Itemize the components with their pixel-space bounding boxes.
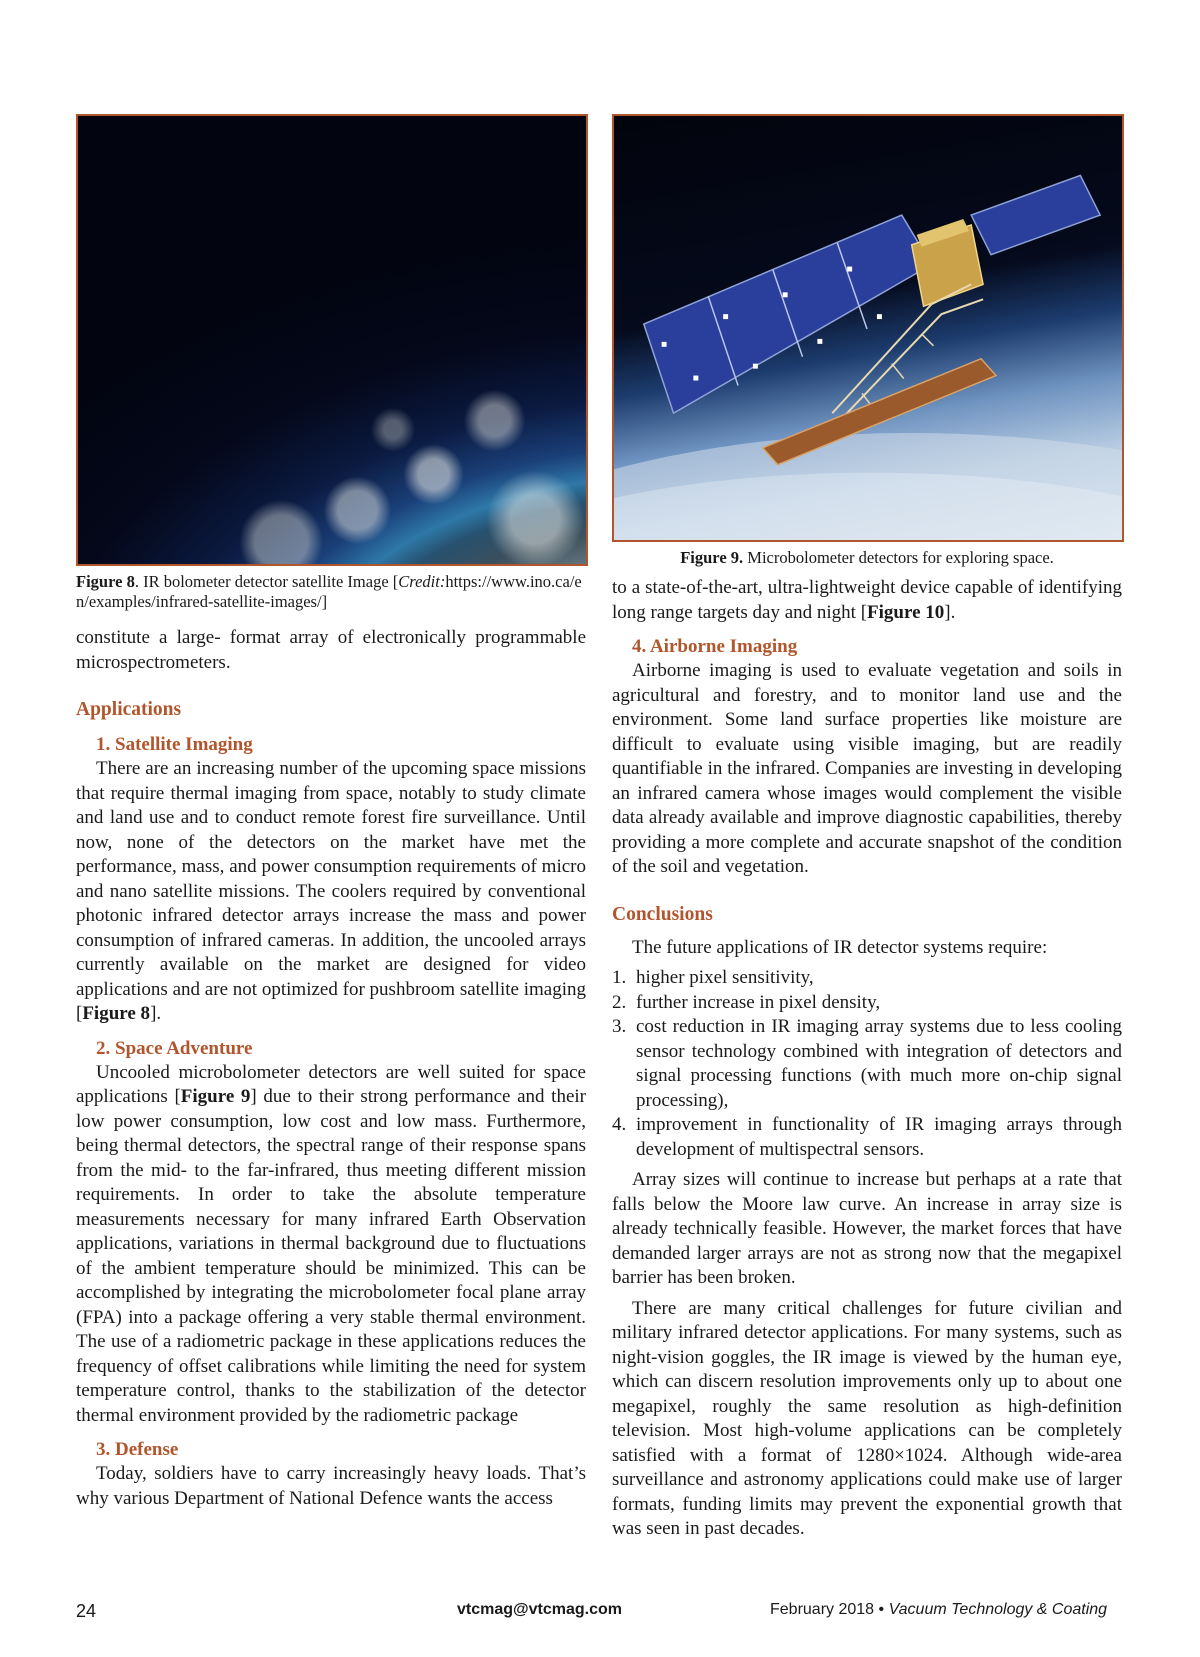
figure-9-image — [612, 114, 1124, 542]
figure-8-label: Figure 8 — [76, 572, 135, 591]
challenges-paragraph: There are many critical challenges for future civilian and military infrared detector applications. For many systems, such as night-vision goggles, the IR image is viewed by the human eye, which can discern resolution improvements only up to about one megapixel, roughly the same resolution as high-definition television. Most high-volume applications can be completely satisfied with a format of 1280×1024. Although wide-area surveillance and astronomy applications could make use of larger formats, funding limits may prevent the exponential growth that was seen in past decades. — [612, 1297, 1122, 1539]
conclusions-intro: The future applications of IR detector systems require: — [632, 936, 1048, 958]
figure-8-caption — [76, 572, 586, 612]
array-sizes-paragraph: Array sizes will continue to increase but perhaps at a rate that falls below the Moore law curve. An increase in array size is already technically feasible. However, the market forces that have demanded larger arrays are not as strong now that the megapixel barrier has been broken. — [612, 1169, 1122, 1288]
page-number: 24 — [76, 1601, 97, 1621]
satellite-illustration — [614, 116, 1122, 540]
defense-continuation-paragraph: to a state-of-the-art, ultra-lightweight device capable of identifying long range targets day and night [Figure 10]. — [612, 577, 1122, 623]
footer-publication: Vacuum Technology & Coating — [888, 1601, 1108, 1618]
space-adventure-heading: 2. Space Adventure — [96, 1037, 253, 1059]
figure-9-ref: Figure 9 — [180, 1086, 251, 1107]
list-item: 2. further increase in pixel density, — [612, 991, 881, 1013]
earth-clouds — [78, 116, 586, 564]
left-column — [76, 114, 586, 1511]
figure-10-ref: Figure 10 — [867, 601, 945, 623]
conclusions-list — [612, 966, 1122, 1162]
satellite-imaging-paragraph: There are an increasing number of the upcoming space missions that require thermal imaging from space, notably to study climate and land use and to conduct remote forest fire surveillance. Until now, none of the detectors on the market have met the performance, mass, and power consumption requirements of micro and nano satellite missions. The coolers required by conventional photonic infrared detector arrays increase the mass and power consumption of infrared cameras. In addition, the uncooled arrays currently available on the market are designed for video applications and are not optimized for pushbroom satellite imaging [Figure 8]. — [76, 758, 586, 1024]
figure-9-text: Microbolometer detectors for exploring space. — [743, 548, 1054, 567]
applications-heading: Applications — [76, 699, 182, 720]
satellite-imaging-heading: 1. Satellite Imaging — [96, 734, 253, 755]
figure-8-credit-label: Credit: — [398, 572, 446, 591]
right-column — [612, 114, 1122, 1542]
airborne-imaging-heading: 4. Airborne Imaging — [632, 636, 798, 657]
figure-9-caption — [612, 548, 1122, 568]
figure-8-ref: Figure 8 — [82, 1003, 151, 1024]
figure-9-label: Figure 9. — [680, 548, 744, 567]
defense-paragraph: Today, soldiers have to carry increasingly heavy loads. That’s why various Department of National Defence wants the access — [76, 1463, 586, 1509]
list-item: 4. improvement in functionality of IR imaging arrays through development of multispectral sensors. — [612, 1114, 1122, 1160]
figure-8-image — [76, 114, 588, 566]
figure-8-credit-url: https://www.ino.ca/en/examples/infrared-satellite-images/] — [76, 572, 582, 611]
intro-paragraph: constitute a large- format array of electronically programmable microspectrometers. — [76, 627, 586, 673]
figure-8-text: . IR bolometer detector satellite Image [ — [134, 572, 399, 591]
defense-heading: 3. Defense — [96, 1439, 179, 1460]
list-item: 1. higher pixel sensitivity, — [612, 967, 814, 988]
footer-email-link[interactable]: vtcmag@vtcmag.com — [457, 1601, 622, 1618]
footer-issue — [770, 1601, 1107, 1619]
conclusions-heading: Conclusions — [612, 903, 713, 925]
space-adventure-paragraph: Uncooled microbolometer detectors are well suited for space applications [Figure 9] due to their strong performance and their low power consumption, low cost and low mass. Furthermore, being thermal detectors, the spectral range of their response spans from the mid- to the far-infrared, thus meeting different mission requirements. In order to take the absolute temperature measurements necessary for many infrared Earth Observation applications, variations in thermal background due to fluctuations of the ambient temperature should be minimized. This can be accomplished by integrating the microbolometer focal plane array (FPA) into a package offering a very stable thermal environment. The use of a radiometric package in these applications reduces the frequency of offset calibrations while limiting the need for system temperature control, thanks to the stabilization of the detector thermal environment provided by the radiometric package — [76, 1061, 586, 1426]
list-item: 3. cost reduction in IR imaging array systems due to less cooling sensor technology combined with integration of detectors and signal processing functions (with much more on-chip signal processing), — [612, 1016, 1122, 1111]
footer-date: February 2018 • — [770, 1601, 885, 1618]
airborne-imaging-paragraph: Airborne imaging is used to evaluate vegetation and soils in agricultural and forestry, and to monitor land use and the environment. Some land surface properties like moisture are difficult to evaluate using visible imaging, but are readily quantifiable in the infrared. Companies are investing in developing an infrared camera whose images would complement the visible data already available and improve diagnostic capabilities, thereby providing a more complete and accurate snapshot of the condition of the soil and vegetation. — [612, 660, 1122, 877]
